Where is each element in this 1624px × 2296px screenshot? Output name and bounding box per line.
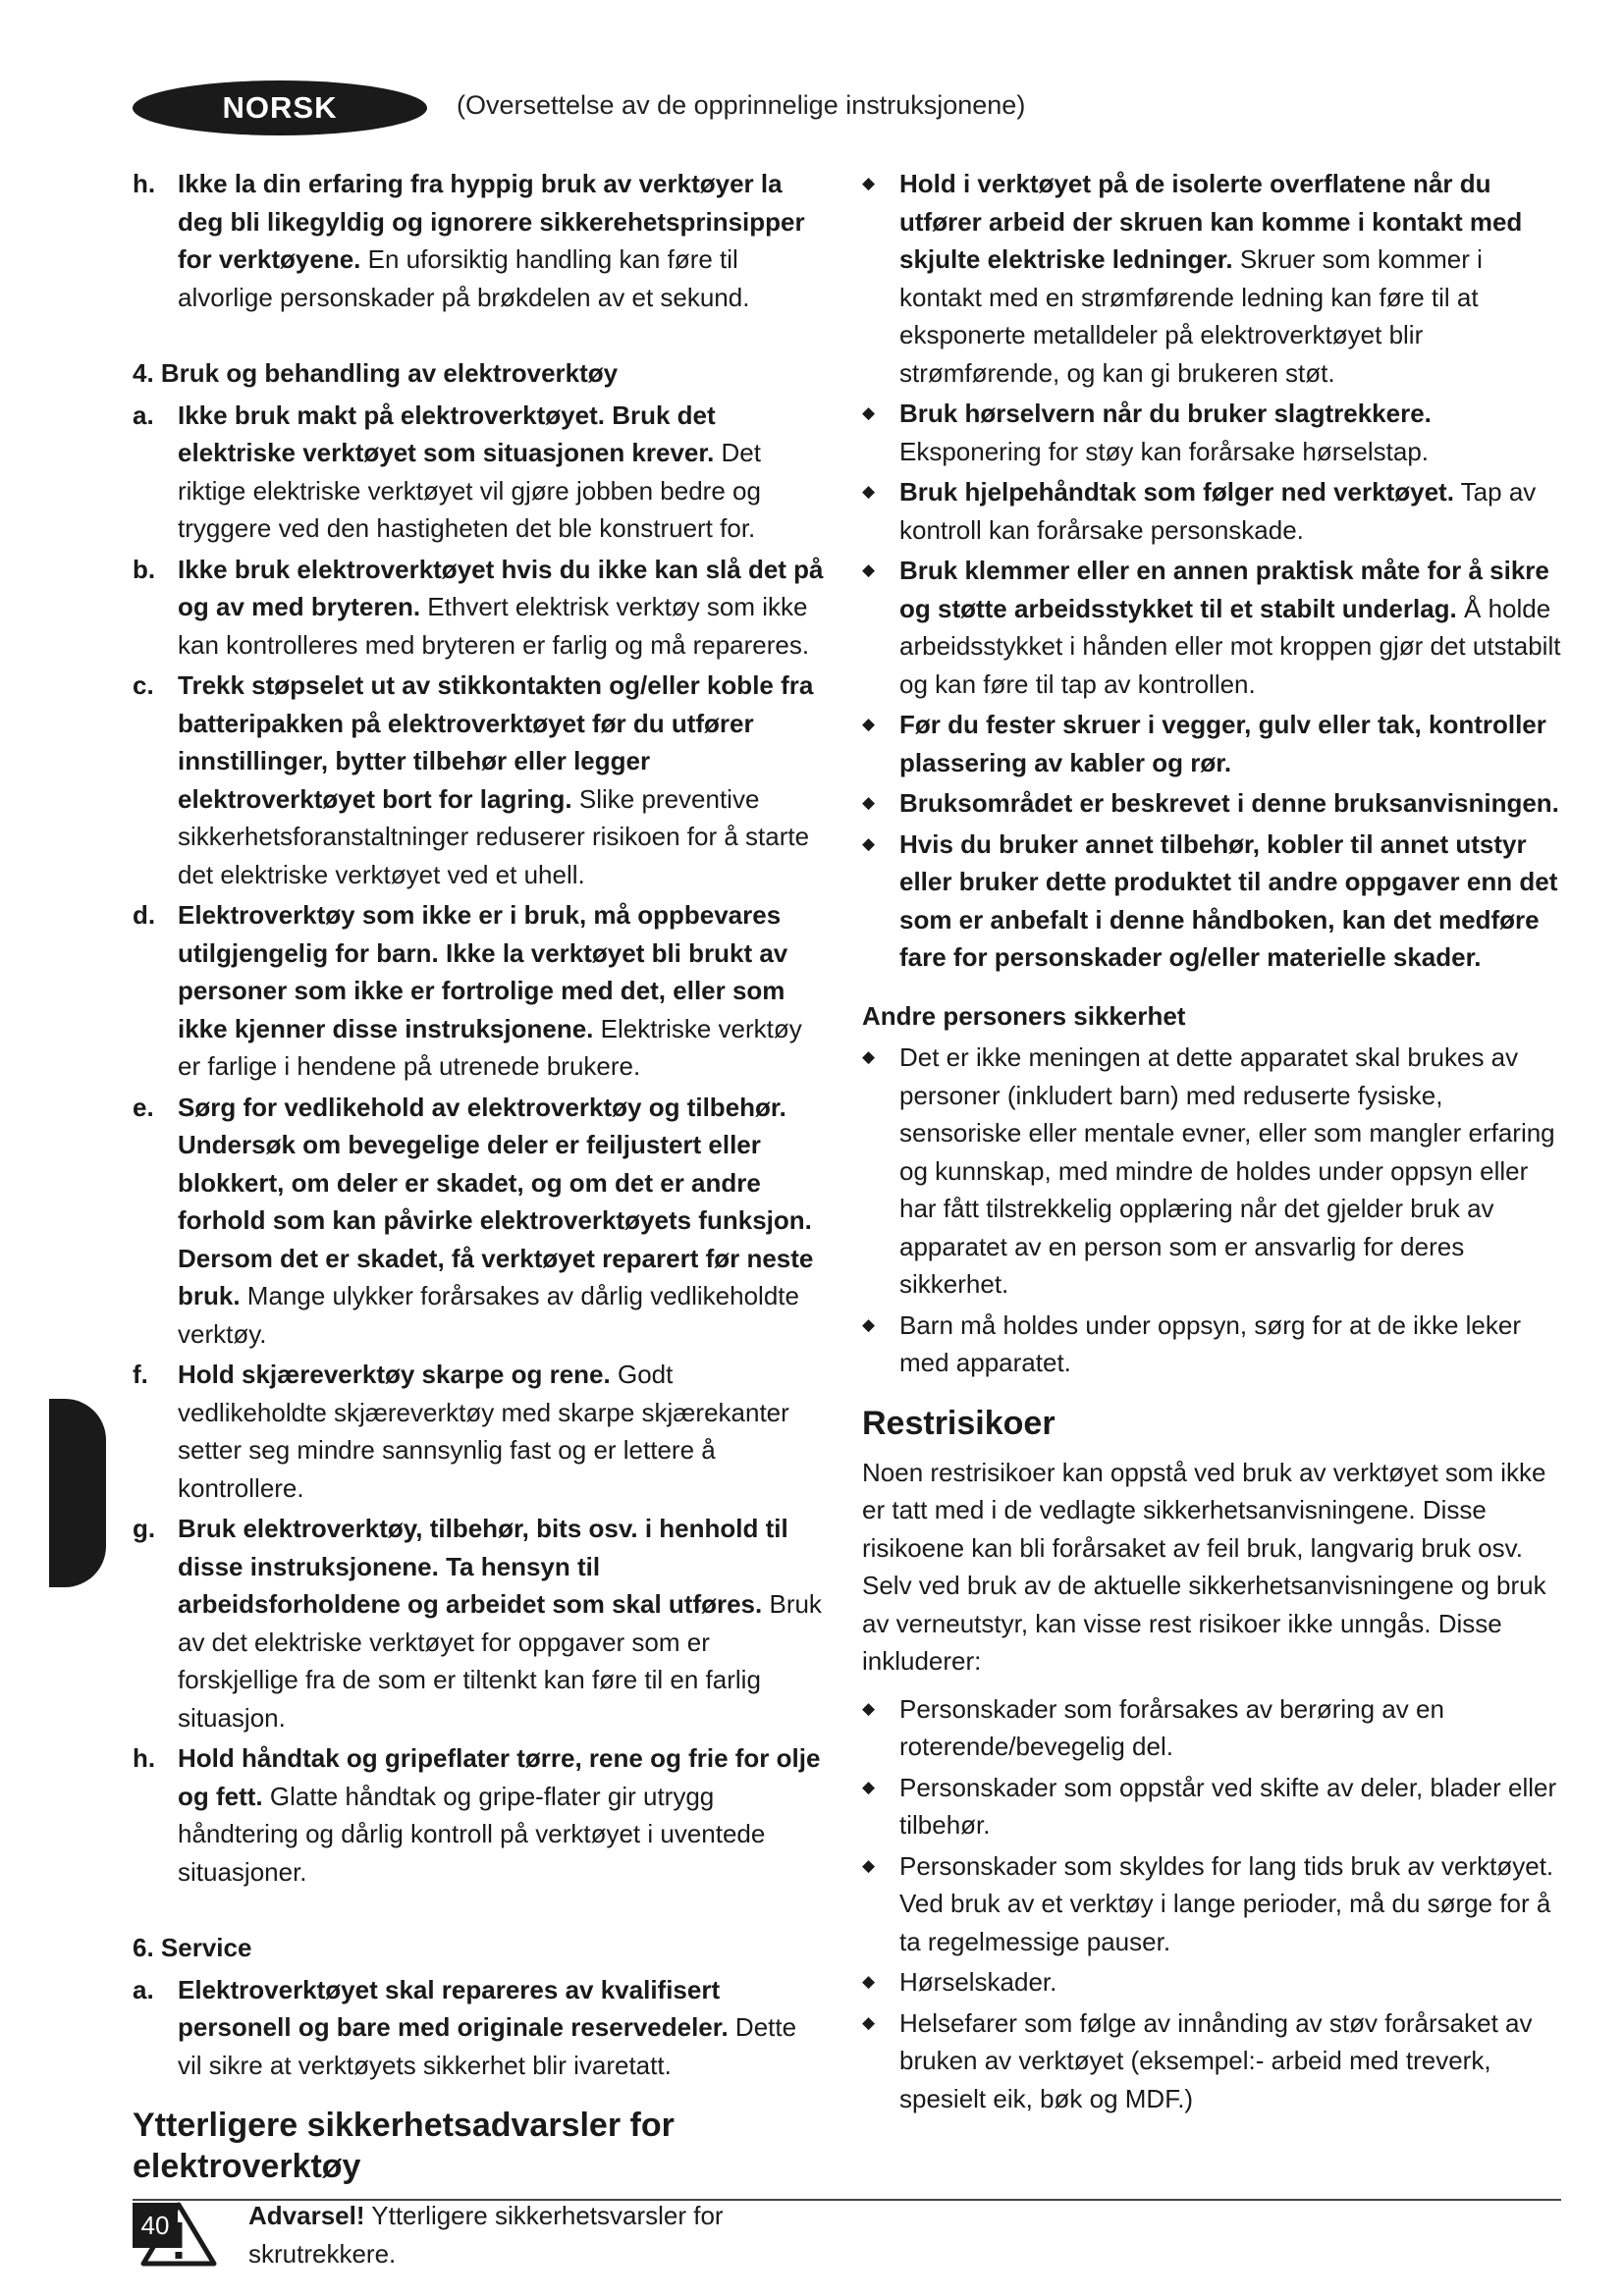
item-text: Barn må holdes under oppsyn, sørg for at de ikke leker med apparatet. bbox=[899, 1309, 1521, 1377]
footer-divider bbox=[133, 2199, 1561, 2201]
item-bold-text: Hold skjæreverktøy skarpe og rene. bbox=[178, 1360, 611, 1389]
item-text: Det er ikke meningen at dette apparatet skal brukes av personer (inkludert barn) med reduserte fysiske, sensoriske eller mentale evner, eller som mangler erfaring og kunnskap, med mindre de holdes under oppsyn eller har fått tilstrekkelig opplæring når det gjelder bruk av apparatet av en person som er ansvarlig for deres sikkerhet. bbox=[899, 1042, 1555, 1299]
item-text: Dette vil sikre at verktøyets sikkerhet blir ivaretatt. bbox=[178, 2012, 797, 2080]
item-letter: f. bbox=[133, 1360, 148, 1389]
item-letter: c. bbox=[133, 670, 154, 700]
section-edge-tab bbox=[49, 1399, 106, 1587]
diamond-bullet-icon: ◆ bbox=[862, 833, 876, 853]
list-item bbox=[862, 1847, 1569, 1961]
diamond-bullet-icon: ◆ bbox=[862, 1698, 876, 1718]
item-bold-text: Bruk hjelpehåndtak som følger ned verktøyet. bbox=[899, 477, 1454, 507]
item-text: Hørselskader. bbox=[899, 1967, 1057, 1997]
item-text: Helsefarer som følge av innånding av støv forårsaket av bruken av verktøyet (eksempel:- arbeid med treverk, spesielt eik, bøk og MDF.) bbox=[899, 2007, 1533, 2113]
warning-text: Ytterligere sikkerhetsvarsler for skrutrekkere. bbox=[248, 2201, 724, 2269]
diamond-bullet-icon: ◆ bbox=[862, 1047, 876, 1066]
item-bold-text: Bruksområdet er beskrevet i denne bruksanvisningen. bbox=[899, 788, 1559, 818]
diamond-bullet-icon: ◆ bbox=[862, 1972, 876, 1991]
item-letter: e. bbox=[133, 1092, 154, 1122]
item-text: Personskader som skyldes for lang tids bruk av verktøyet. Ved bruk av et verktøy i lange perioder, må du sørge for å ta regelmessige pauser. bbox=[899, 1850, 1554, 1956]
list-item bbox=[862, 473, 1569, 549]
item-bold-text: Trekk støpselet ut av stikkontakten og/eller koble fra batteripakken på elektroverktøyet før du utfører innstillinger, bytter tilbehør eller legger elektroverktøyet bort for lagring. bbox=[178, 670, 814, 814]
header-subtitle: (Oversettelse av de opprinnelige instruksjonene) bbox=[457, 90, 1026, 120]
item-text: Å holde arbeidsstykket i hånden eller mot kroppen gjør det utstabilt og kan føre til tap av kontrollen. bbox=[899, 593, 1561, 699]
diamond-bullet-icon: ◆ bbox=[862, 482, 876, 501]
list-item bbox=[133, 1356, 825, 1507]
item-text: Personskader som forårsakes av berøring av en roterende/bevegelig del. bbox=[899, 1693, 1444, 1761]
list-item bbox=[133, 397, 825, 548]
diamond-bullet-icon: ◆ bbox=[862, 793, 876, 812]
item-letter: g. bbox=[133, 1514, 156, 1543]
section-heading: 6. Service bbox=[133, 1933, 252, 1962]
list-item bbox=[862, 395, 1569, 470]
item-letter: d. bbox=[133, 900, 156, 930]
item-text: Elektriske verktøy er farlige i hendene på utrenede brukere. bbox=[178, 1013, 802, 1081]
section-title: Ytterligere sikkerhetsadvarsler for elektroverktøy bbox=[133, 2107, 675, 2185]
item-text: Personskader som oppstår ved skifte av deler, blader eller tilbehør. bbox=[899, 1772, 1557, 1840]
item-letter: h. bbox=[133, 1743, 156, 1773]
list-item bbox=[862, 1769, 1569, 1844]
list-item bbox=[133, 1089, 825, 1354]
warning-block bbox=[133, 2197, 825, 2272]
left-column bbox=[133, 165, 825, 2272]
list-item bbox=[133, 1739, 825, 1891]
list-item bbox=[862, 2004, 1569, 2118]
section-heading: 4. Bruk og behandling av elektroverktøy bbox=[133, 358, 619, 388]
diamond-bullet-icon: ◆ bbox=[862, 1855, 876, 1875]
list-item bbox=[862, 1307, 1569, 1382]
section-title: Restrisikoer bbox=[862, 1404, 1056, 1442]
item-text: Tap av kontroll kan forårsake personskade. bbox=[899, 477, 1537, 545]
item-letter: b. bbox=[133, 554, 156, 584]
language-badge: NORSK bbox=[133, 80, 427, 135]
item-bold-text: Ikke bruk makt på elektroverktøyet. Bruk det elektriske verktøyet som situasjonen krever. bbox=[178, 400, 716, 467]
list-item bbox=[133, 165, 825, 316]
residual-intro: Noen restrisikoer kan oppstå ved bruk av verktøyet som ikke er tatt med i de vedlagte sikkerhetsanvisningene. Disse risikoene kan bli forårsaket av feil bruk, langvarig bruk osv. Selv ved bruk av de aktuelle sikkerhetsanvisningene og bruk av verneutstyr, kan visse rest risikoer ikke unngås. Disse inkluderer: bbox=[862, 1457, 1546, 1676]
item-bold-text: Før du fester skruer i vegger, gulv eller tak, kontroller plassering av kabler og rør. bbox=[899, 710, 1546, 777]
item-text: En uforsiktig handling kan føre til alvorlige personskader på brøkdelen av et sekund. bbox=[178, 244, 750, 312]
item-text: Godt vedlikeholdte skjæreverktøy med skarpe skjærekanter setter seg mindre sannsynlig fast og er lettere å kontrollere. bbox=[178, 1360, 789, 1503]
item-bold-text: Elektroverktøy som ikke er i bruk, må oppbevares utilgjengelig for barn. Ikke la verktøyet bli brukt av personer som ikke er fortrolige med det, eller som ikke kjenner disse instruksjonene. bbox=[178, 900, 788, 1043]
diamond-bullet-icon: ◆ bbox=[862, 2012, 876, 2032]
list-item bbox=[862, 1039, 1569, 1304]
item-letter: a. bbox=[133, 1974, 154, 2004]
list-item bbox=[133, 896, 825, 1086]
item-text: Eksponering for støy kan forårsake hørselstap. bbox=[899, 436, 1430, 466]
list-item bbox=[862, 552, 1569, 703]
list-item bbox=[862, 1690, 1569, 1766]
section-heading: Andre personers sikkerhet bbox=[862, 1000, 1186, 1031]
item-text: Slike preventive sikkerhetsforanstaltninger reduserer risikoen for å starte det elektriske verktøyet ved et uhell. bbox=[178, 783, 810, 889]
item-bold-text: Bruk elektroverktøy, tilbehør, bits osv. i henhold til disse instruksjonene. Ta hensyn til arbeidsforholdene og arbeidet som skal utføres. bbox=[178, 1514, 788, 1619]
item-text: Bruk av det elektriske verktøyet for oppgaver som er forskjellige fra de som er tiltenkt kan føre til en farlig situasjon. bbox=[178, 1589, 822, 1733]
warning-label: Advarsel! bbox=[248, 2201, 365, 2230]
list-item bbox=[862, 165, 1569, 392]
item-text: Ethvert elektrisk verktøy som ikke kan kontrolleres med bryteren er farlig og må repareres. bbox=[178, 592, 810, 660]
item-bold-text: Ikke bruk elektroverktøyet hvis du ikke kan slå det på og av med bryteren. bbox=[178, 554, 824, 621]
list-item bbox=[862, 826, 1569, 977]
item-bold-text: Hold i verktøyet på de isolerte overflatene når du utfører arbeid der skruen kan komme i kontakt med skjulte elektriske ledninger. bbox=[899, 169, 1523, 274]
item-bold-text: Hvis du bruker annet tilbehør, kobler til annet utstyr eller bruker dette produktet til andre oppgaver enn det som er anbefalt i denne håndboken, kan det medføre fare for personskader og/eller materielle skader. bbox=[899, 828, 1558, 972]
item-bold-text: Ikke la din erfaring fra hyppig bruk av verktøyer la deg bli likegyldig og ignorere sikkerehetsprinsipper for verktøyene. bbox=[178, 169, 805, 274]
diamond-bullet-icon: ◆ bbox=[862, 1777, 876, 1796]
list-item bbox=[133, 667, 825, 893]
item-bold-text: Bruk klemmer eller en annen praktisk måte for å sikre og støtte arbeidsstykket til et stabilt underlag. bbox=[899, 556, 1549, 623]
list-item bbox=[862, 1963, 1569, 2002]
diamond-bullet-icon: ◆ bbox=[862, 715, 876, 733]
item-bold-text: Sørg for vedlikehold av elektroverktøy og tilbehør. Undersøk om bevegelige deler er feiljustert eller blokkert, om deler er skadet, og om det er andre forhold som kan påvirke elektroverktøyets funksjon. Dersom det er skadet, få verktøyet reparert før neste bruk. bbox=[178, 1092, 814, 1310]
item-text: Det riktige elektriske verktøyet vil gjøre jobben bedre og tryggere ved den hastigheten det ble konstruert for. bbox=[178, 438, 761, 543]
diamond-bullet-icon: ◆ bbox=[862, 561, 876, 579]
list-item bbox=[133, 1510, 825, 1736]
right-column bbox=[862, 165, 1569, 2120]
diamond-bullet-icon: ◆ bbox=[862, 403, 876, 422]
item-text: Mange ulykker forårsakes av dårlig vedlikeholdte verktøy. bbox=[178, 1281, 799, 1349]
item-letter: h. bbox=[133, 169, 156, 198]
item-text: Skruer som kommer i kontakt med en strømførende ledning kan føre til at eksponerte metalldeler på elektroverktøyet blir strømførende, og kan gi brukeren støt. bbox=[899, 244, 1483, 388]
list-item bbox=[862, 706, 1569, 781]
list-item bbox=[862, 784, 1569, 823]
item-letter: a. bbox=[133, 400, 154, 430]
list-item bbox=[133, 1971, 825, 2085]
page-number: 40 bbox=[133, 2203, 178, 2248]
list-item bbox=[133, 551, 825, 665]
diamond-bullet-icon: ◆ bbox=[862, 174, 876, 192]
item-bold-text: Hold håndtak og gripeflater tørre, rene og frie for olje og fett. bbox=[178, 1743, 821, 1811]
item-bold-text: Bruk hørselvern når du bruker slagtrekkere. bbox=[899, 399, 1432, 428]
item-text: Glatte håndtak og gripe-flater gir utrygg håndtering og dårlig kontroll på verktøyet i uventede situasjoner. bbox=[178, 1781, 766, 1887]
item-bold-text: Elektroverktøyet skal repareres av kvalifisert personell og bare med originale reservedeler. bbox=[178, 1974, 729, 2042]
diamond-bullet-icon: ◆ bbox=[862, 1314, 876, 1334]
